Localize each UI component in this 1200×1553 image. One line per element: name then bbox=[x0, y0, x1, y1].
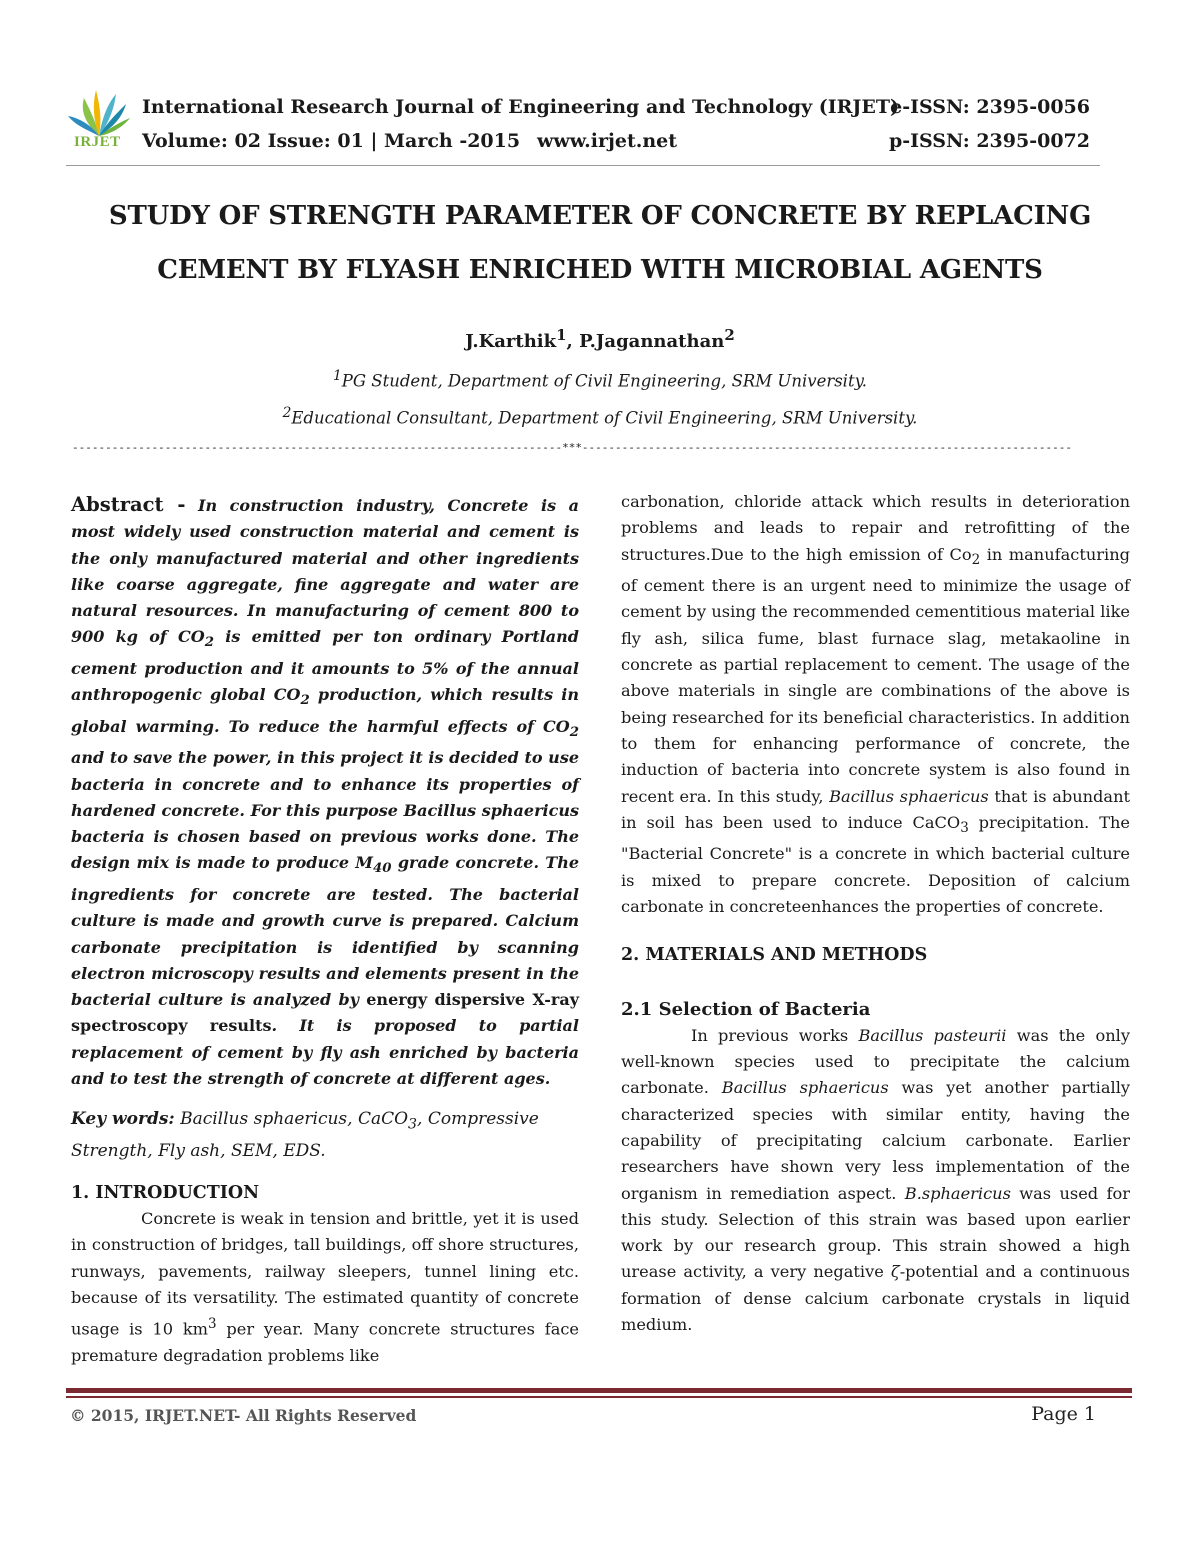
sel-italic-3: B.sphaericus bbox=[904, 1183, 1011, 1203]
abstract-sub-2: 2 bbox=[300, 692, 310, 709]
keywords-text-1: Bacillus sphaericus, CaCO bbox=[174, 1109, 409, 1130]
author-1-sup: 1 bbox=[556, 326, 567, 344]
intro-cont-text-3: that is abundant in soil has been used to induce CaCO bbox=[621, 786, 1130, 832]
introduction-paragraph bbox=[71, 1206, 579, 1369]
abstract-text-3: production, which results in global warming. To reduce the harmful effects of CO bbox=[71, 685, 579, 736]
page-number: Page 1 bbox=[1031, 1403, 1096, 1425]
introduction-heading: 1. INTRODUCTION bbox=[71, 1182, 260, 1203]
affiliation-1 bbox=[0, 368, 1200, 391]
introduction-text-1: Concrete is weak in tension and brittle, yet it is used in construction of bridges, tall buildings, off shore structures, runways, pavements, railway sleepers, tunnel lining etc. because of its versatility. The estimated quantity of concrete usage is 10 km bbox=[71, 1208, 579, 1339]
author-separator: , bbox=[566, 331, 580, 352]
intro-cont-sub-1: 2 bbox=[971, 551, 981, 568]
sel-text-1: In previous works bbox=[691, 1025, 859, 1045]
abstract-text-1: In construction industry, Concrete is a most widely used construction material and cement is the only manufactured material and other ingredients like coarse aggregate, fine aggregate and water are natural resources. In manufacturing of cement 800 to 900 kg of CO bbox=[71, 496, 580, 647]
sel-italic-2: Bacillus sphaericus bbox=[721, 1078, 889, 1098]
abstract bbox=[71, 492, 579, 1092]
introduction-text-2: per year. Many concrete structures face premature degradation problems like bbox=[71, 1319, 579, 1365]
abstract-text-6: . It is proposed to partial replacement of cement by fly ash enriched by bacteria and to test the strength of concrete at different ages. bbox=[71, 1016, 579, 1088]
abstract-body bbox=[71, 496, 579, 1088]
abstract-text-5: grade concrete. The ingredients for concrete are tested. The bacterial culture is made and growth curve is prepared. Calcium carbonate precipitation is identified by scanning electron microscopy results and elements present in the bacterial culture is analyzed by bbox=[71, 853, 580, 1010]
author-list bbox=[0, 326, 1200, 352]
volume-issue: Volume: 02 Issue: 01 | March -2015 bbox=[142, 130, 521, 152]
intro-cont-italic: Bacillus sphaericus bbox=[829, 786, 989, 806]
keywords-label: Key words: bbox=[71, 1109, 175, 1130]
author-1: J.Karthik bbox=[465, 331, 557, 352]
intro-cont-text-2: in manufacturing of cement there is an urgent need to minimize the usage of cement by using the recommended cementitious material like fly ash, silica fume, blast furnace slag, metakaoline in concrete as partial replacement to cement. The usage of the above materials in single are combinations of the above is being researched for its beneficial characteristics. In addition to them for enhancing performance of concrete, the induction of bacteria into concrete system is also found in recent era. In this study, bbox=[621, 544, 1130, 806]
logo-text: IRJET bbox=[74, 134, 121, 150]
abstract-text-2: is emitted per ton ordinary Portland cement production and it amounts to 5% of the annual anthropogenic global CO bbox=[71, 627, 579, 705]
sel-text-4: was used for this study. Selection of this strain was based upon earlier work by our research group. This strain showed a high urease activity, a very negative bbox=[621, 1183, 1130, 1282]
eissn: e-ISSN: 2395-0056 bbox=[890, 96, 1090, 118]
intro-continuation-paragraph bbox=[621, 489, 1130, 920]
author-2-sup: 2 bbox=[724, 326, 735, 344]
sel-text-2: was the only well-known species used to precipitate the calcium carbonate. bbox=[621, 1025, 1130, 1098]
author-2: P.Jagannathan bbox=[579, 331, 725, 352]
paper-title-line-2: CEMENT BY FLYASH ENRICHED WITH MICROBIAL AGENTS bbox=[157, 255, 1043, 285]
introduction-sup: 3 bbox=[208, 1316, 217, 1333]
page-header bbox=[66, 80, 1100, 166]
intro-cont-text-4: precipitation. The "Bacterial Concrete" is a concrete in which bacterial culture is mixed to prepare concrete. Deposition of calcium carbonate in concreteenhances the properties of concrete. bbox=[621, 812, 1130, 916]
journal-name: International Research Journal of Engineering and Technology (IRJET) bbox=[142, 96, 899, 118]
sel-text-5: -potential and a continuous formation of dense calcium carbonate crystals in liquid medium. bbox=[621, 1262, 1130, 1335]
materials-methods-heading: 2. MATERIALS AND METHODS bbox=[621, 945, 928, 966]
abstract-text-5-normal: energy dispersive X-ray spectroscopy results bbox=[71, 990, 579, 1036]
abstract-sub-4: 40 bbox=[373, 860, 392, 877]
keywords-text-2: , Compressive Strength, Fly ash, SEM, EDS. bbox=[71, 1109, 539, 1161]
abstract-sub-3: 2 bbox=[569, 723, 579, 740]
affiliation-2-sup: 2 bbox=[282, 405, 292, 421]
affiliation-1-text: PG Student, Department of Civil Engineering, SRM University. bbox=[341, 371, 867, 391]
sel-italic-1: Bacillus pasteurii bbox=[858, 1025, 1007, 1045]
selection-bacteria-paragraph bbox=[621, 1023, 1130, 1339]
section-divider: --------------------------------------------------------------------------***-------------------------------------------------------------------------- bbox=[72, 441, 1073, 454]
abstract-heading: Abstract - bbox=[71, 493, 186, 516]
footer-rule-thick bbox=[66, 1388, 1132, 1393]
intro-cont-sub-2: 3 bbox=[960, 820, 969, 837]
issue-line bbox=[142, 130, 677, 152]
journal-website-link[interactable]: www.irjet.net bbox=[537, 130, 678, 152]
paper-title-line-1: STUDY OF STRENGTH PARAMETER OF CONCRETE BY REPLACING bbox=[108, 201, 1092, 231]
irjet-logo bbox=[66, 84, 132, 156]
intro-cont-text-1: carbonation, chloride attack which results in deterioration problems and leads to repair and retrofitting of the structures.Due to the high emission of Co bbox=[621, 492, 1130, 564]
abstract-text-4: and to save the power, in this project it is decided to use bacteria in concrete and to enhance its properties of hardened concrete. For this purpose Bacillus sphaericus bacteria is chosen based on previous works done. The design mix is made to produce M bbox=[71, 748, 579, 873]
right-column bbox=[621, 489, 1130, 1338]
abstract-sub-1: 2 bbox=[204, 634, 214, 651]
affiliation-2-text: Educational Consultant, Department of Civil Engineering, SRM University. bbox=[291, 408, 918, 428]
logo-leaf-icon bbox=[66, 84, 132, 140]
sel-italic-4: ζ bbox=[890, 1262, 900, 1282]
affiliation-1-sup: 1 bbox=[333, 368, 342, 384]
footer-copyright: © 2015, IRJET.NET- All Rights Reserved bbox=[70, 1406, 417, 1425]
footer-rule-thin bbox=[66, 1396, 1132, 1398]
header-rule bbox=[66, 165, 1100, 166]
left-column bbox=[71, 492, 579, 1369]
pissn: p-ISSN: 2395-0072 bbox=[888, 130, 1090, 152]
keywords bbox=[71, 1106, 579, 1163]
keywords-sub: 3 bbox=[408, 1116, 418, 1133]
sel-text-3: was yet another partially characterized species with similar entity, having the capability of precipitating calcium carbonate. Earlier researchers have shown very less implementation of the organism in remediation aspect. bbox=[621, 1078, 1131, 1203]
affiliation-2 bbox=[0, 405, 1200, 428]
selection-bacteria-heading: 2.1 Selection of Bacteria bbox=[621, 998, 871, 1020]
